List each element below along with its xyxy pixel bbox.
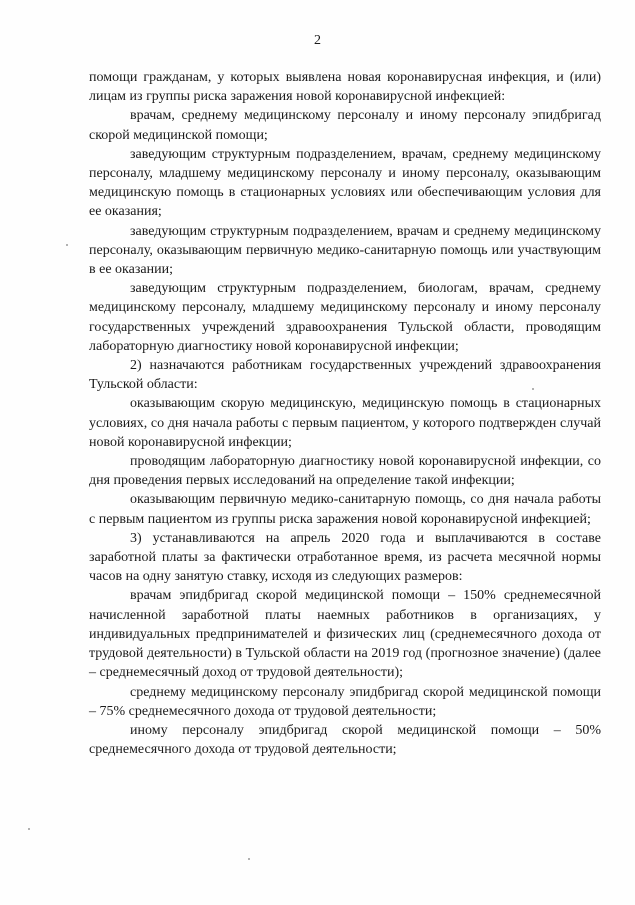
paragraph-2: врачам, среднему медицинскому персоналу и иному персоналу эпидбригад скорой медицинской помощи;: [89, 108, 601, 143]
paragraph-9: оказывающим первичную медико-санитарную помощь, со дня начала работы с первым пациентом из группы риска заражения новой коронавирусной инфекцией;: [89, 492, 601, 527]
paragraph-5: заведующим структурным подразделением, биологам, врачам, среднему медицинскому персоналу, младшему медицинскому персоналу и иному персоналу государственных учреждений здравоохранения Тульской области, проводящим лабораторную диагностику новой коронавирусной инфекции;: [89, 281, 601, 354]
paragraph-6: 2) назначаются работникам государственных учреждений здравоохранения Тульской области:: [89, 358, 601, 393]
document-body: [89, 68, 601, 759]
paragraph-1: помощи гражданам, у которых выявлена новая коронавирусная инфекция, и (или) лицам из группы риска заражения новой коронавирусной инфекцией:: [89, 70, 601, 105]
scan-speck: [28, 828, 30, 830]
paragraph-12: среднему медицинскому персоналу эпидбригад скорой медицинской помощи – 75% среднемесячного дохода от трудовой деятельности;: [89, 684, 601, 719]
paragraph-3: заведующим структурным подразделением, врачам, среднему медицинскому персоналу, младшему медицинскому персоналу и иному персоналу, оказывающим медицинскую помощь в стационарных условиях или обеспечивающим условия для ее оказания;: [89, 146, 601, 220]
scan-speck: [248, 858, 250, 860]
scan-speck: [66, 244, 68, 246]
paragraph-4: заведующим структурным подразделением, врачам и среднему медицинскому персоналу, оказывающим первичную медико-санитарную помощь или участвующим в ее оказании;: [89, 223, 601, 278]
paragraph-10: 3) устанавливаются на апрель 2020 года и выплачиваются в составе заработной платы за фактически отработанное время, из расчета месячной нормы часов на одну занятую ставку, исходя из следующих размеров:: [89, 530, 601, 585]
paragraph-7: оказывающим скорую медицинскую, медицинскую помощь в стационарных условиях, со дня начала работы с первым пациентом, у которого подтвержден случай новой коронавирусной инфекции;: [89, 396, 601, 450]
paragraph-8: проводящим лабораторную диагностику новой коронавирусной инфекции, со дня проведения первых исследований на определение такой инфекции;: [89, 454, 601, 489]
paragraph-13: иному персоналу эпидбригад скорой медицинской помощи – 50% среднемесячного дохода от трудовой деятельности;: [89, 722, 601, 758]
paragraph-11: врачам эпидбригад скорой медицинской помощи – 150% среднемесячной начисленной заработной платы наемных работников в организациях, у индивидуальных предпринимателей и физических лиц (среднемесячного дохода от трудовой деятельности) в Тульской области на 2019 год (прогнозное значение) (далее – среднемесячный доход от трудовой деятельности);: [89, 588, 601, 681]
page-number: 2: [314, 33, 321, 48]
scan-speck: [532, 388, 534, 390]
